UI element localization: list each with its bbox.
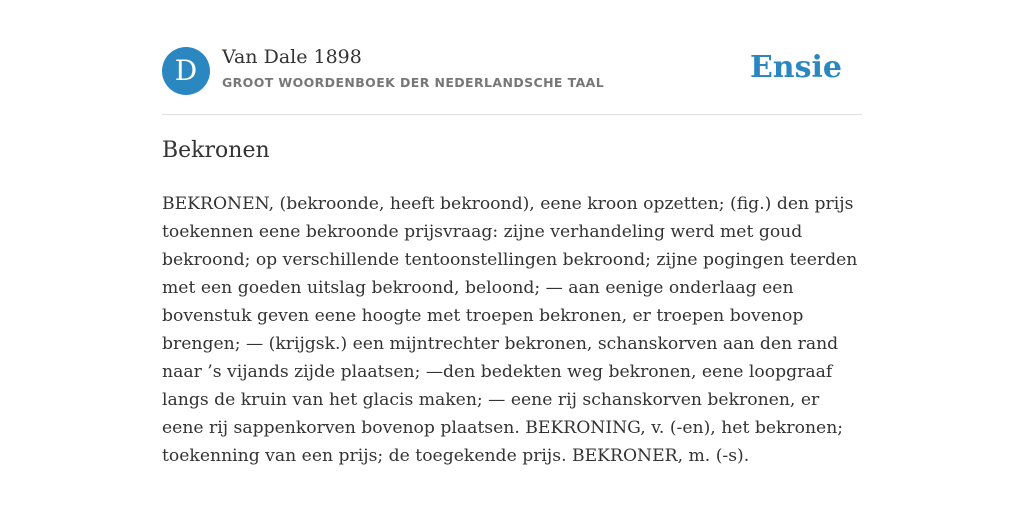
page	[162, 0, 862, 466]
dictionary-logo[interactable]	[162, 47, 210, 95]
dictionary-title[interactable]: Van Dale 1898	[222, 46, 362, 68]
header	[162, 0, 862, 115]
definition-text: BEKRONEN, (bekroonde, heeft bekroond), eene kroon opzetten; (fig.) den prijs toekennen eene bekroonde prijsvraag: zijne verhandeling werd met goud bekroond; op verschillende tentoonstellingen bekroond; zijne pogingen teerden met een goeden uitslag bekroond, beloond; — aan eenige onderlaag een bovenstuk geven eene hoogte met troepen bekronen, er troepen bovenop brengen; — (krijgsk.) een mijntrechter bekronen, schanskorven aan den rand naar ’s vijands zijde plaatsen; —den bedekten weg bekronen, eene loopgraaf langs de kruin van het glacis maken; — eene rij schanskorven bekronen, er eene rij sappenkorven bovenop plaatsen. BEKRONING, v. (-en), het bekronen; toekenning van een prijs; de toegekende prijs. BEKRONER, m. (-s).	[162, 194, 858, 466]
brand-logo[interactable]: Ensie	[749, 50, 842, 85]
page-title: Bekronen	[162, 138, 270, 163]
logo-letter: D	[174, 54, 198, 87]
dictionary-subtitle: GROOT WOORDENBOEK DER NEDERLANDSCHE TAAL	[222, 75, 605, 90]
